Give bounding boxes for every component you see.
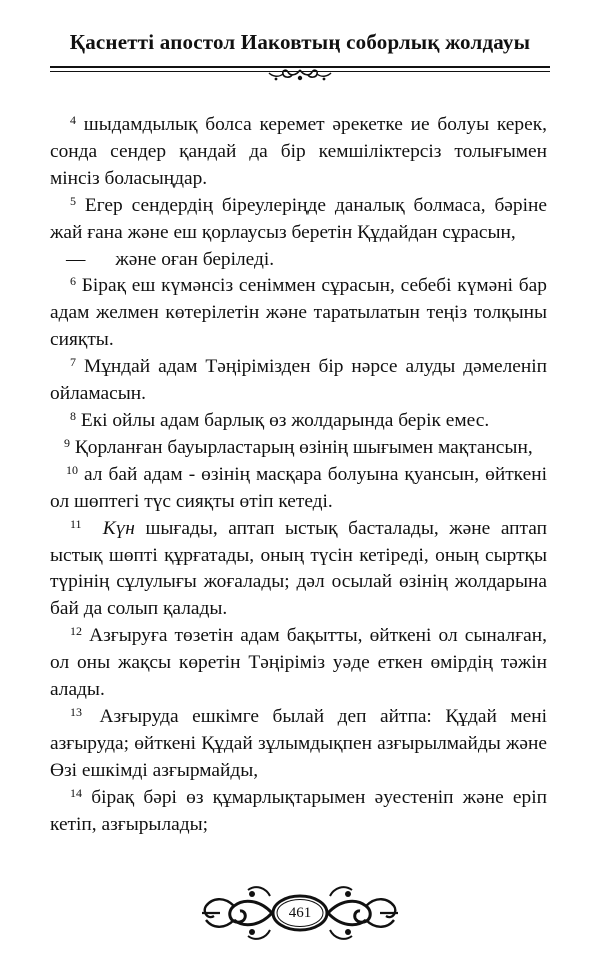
verse-text: шығады, аптап ыстық басталады, және аптап ыстық шөпті құрғатады, оның түсін кетіреді, оның сыртқы түрінің сұлулығы жоғалады; дәл осылай өзінің жолдарына бай да солып қалады. — [50, 517, 547, 620]
verse-12 — [50, 623, 547, 704]
verse-number: 5 — [70, 193, 76, 208]
verse-number: 9 — [64, 435, 70, 450]
verse-text: Мұндай адам Тәңірімізден бір нәрсе алуды дәмеленіп ойламасын. — [50, 356, 547, 405]
verse-text: Азғыруға төзетін адам бақытты, өйткені ол сыналған, ол оны жақсы көретін Тәңіріміз уәде еткен өмірдің тәжін алады. — [50, 625, 547, 701]
dash-mark: — — [66, 248, 86, 270]
verse-number: 8 — [70, 408, 76, 423]
verse-text: және оған беріледі. — [115, 248, 275, 270]
running-header: Қаснетті апостол Иаковтың соборлық жолдауы — [69, 30, 531, 54]
verse-8 — [50, 408, 547, 435]
verse-6 — [50, 273, 547, 354]
verse-text: Егер сендердің біреулеріңде даналық болмаса, бәріне жай ғана және еш қорлаусыз беретін Құдайдан сұрасын, — [50, 194, 547, 243]
verse-text: шыдамдылық болса керемет әрекетке ие болуы керек, сонда сендер қандай да бір кемшіліктерсіз толығымен мінсіз боласыңдар. — [50, 114, 547, 189]
verse-13 — [50, 704, 547, 785]
verse-10 — [50, 462, 547, 516]
verse-number: 11 — [70, 516, 82, 531]
verse-4 — [50, 112, 547, 193]
page-number: 461 — [288, 905, 312, 921]
verse-number: 6 — [70, 274, 76, 289]
verse-text: Екі ойлы адам барлық өз жолдарында берік емес. — [80, 409, 490, 431]
verse-14 — [50, 785, 547, 839]
verse-number: 14 — [70, 785, 82, 800]
verse-5 — [50, 193, 547, 247]
verse-11 — [50, 516, 547, 624]
verse-text: Қорланған бауырластарың өзінің шығымен мақтансын, — [74, 436, 533, 458]
verse-number: 10 — [66, 462, 78, 477]
verse-body — [50, 112, 547, 838]
verse-number: 4 — [70, 113, 76, 127]
verse-7 — [50, 354, 547, 408]
verse-text: ал бай адам - өзінің масқара болуына қуансын, өйткені ол шөптегі түс сияқты өтіп кетеді. — [50, 463, 547, 512]
verse-5-continuation — [50, 247, 547, 274]
verse-number: 13 — [70, 704, 82, 719]
verse-text: Азғыруда ешкімге былай деп айтпа: Құдай мені азғыруда; өйткені Құдай зұлымдықпен азғырылмайды және Өзі ешкімді азғырмайды, — [50, 705, 547, 781]
verse-text: бірақ бәрі өз құмарлықтарымен әуестеніп және еріп кетіп, азғырылады; — [50, 786, 547, 835]
verse-9 — [50, 435, 547, 462]
verse-number: 7 — [70, 355, 76, 370]
verse-text: Бірақ еш күмәнсіз сеніммен сұрасын, себебі күмәні бар адам желмен көтерілетін және таратылатын теңіз толқыны сияқты. — [50, 275, 547, 351]
header-ornament-icon — [266, 66, 334, 84]
verse-italic-word: Күн — [102, 517, 135, 539]
verse-number: 12 — [70, 624, 82, 639]
